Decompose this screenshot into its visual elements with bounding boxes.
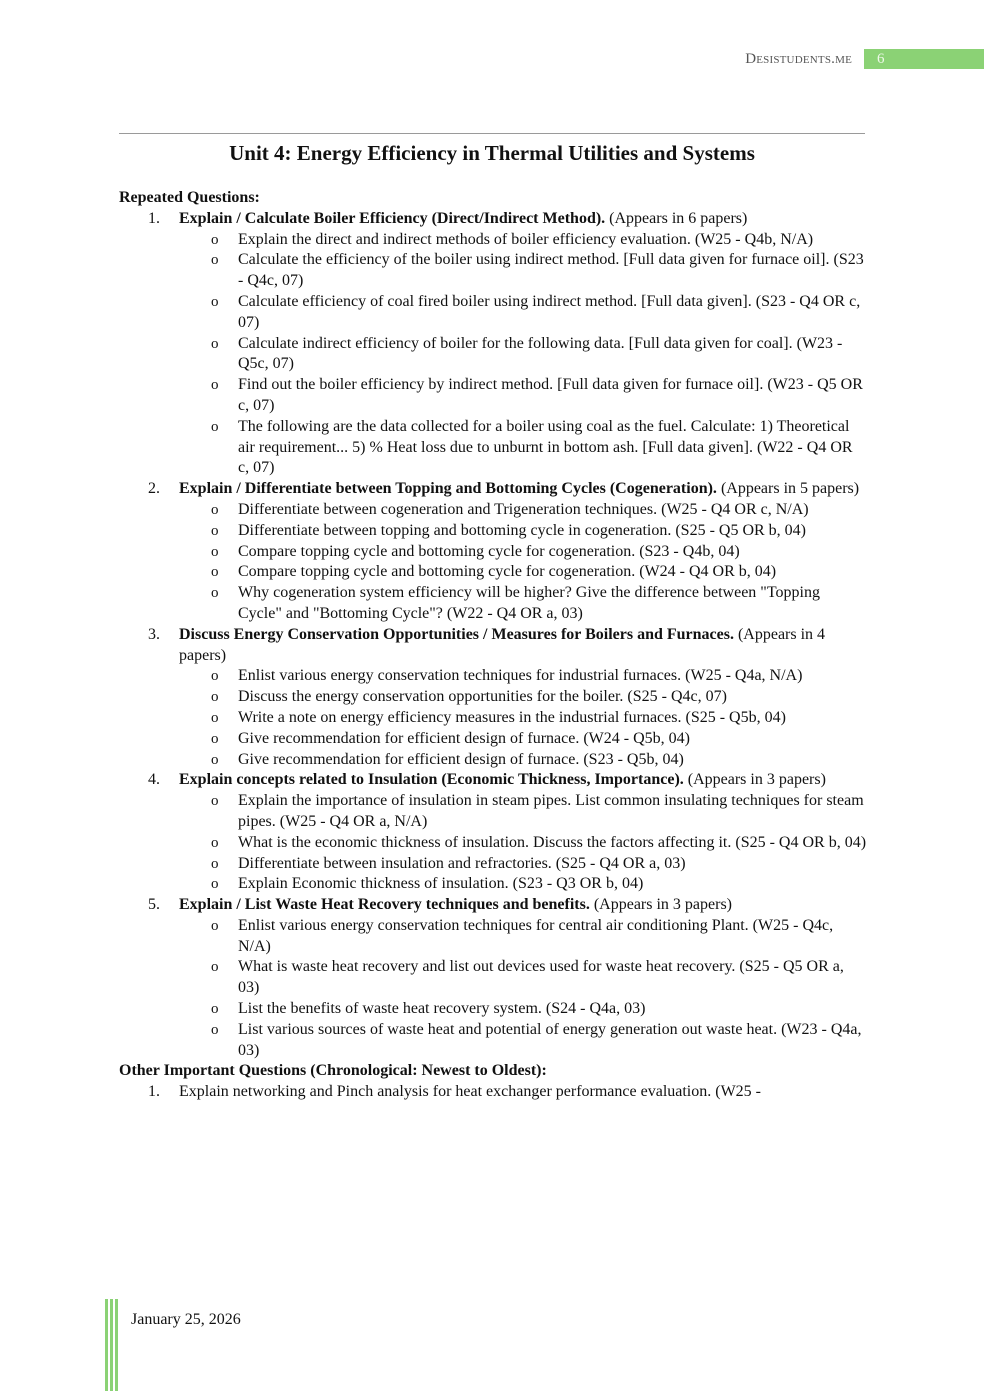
repeated-topic [119, 770, 867, 895]
topic-number: 4. [148, 771, 160, 789]
circle-bullet-icon: o [211, 1001, 219, 1018]
circle-bullet-icon: o [211, 564, 219, 581]
question-text: List various sources of waste heat and potential of energy generation out waste heat. (W23 - Q4a, 03) [238, 1020, 862, 1059]
other-question-item [119, 1082, 867, 1103]
question-item [179, 1020, 867, 1062]
topic-question-list [179, 230, 867, 480]
question-text: List the benefits of waste heat recovery system. (S24 - Q4a, 03) [238, 1000, 646, 1018]
question-text: Discuss the energy conservation opportunities for the boiler. (S25 - Q4c, 07) [238, 688, 727, 706]
circle-bullet-icon: o [211, 418, 219, 435]
footer-bar [110, 1299, 113, 1391]
question-item [179, 500, 867, 521]
circle-bullet-icon: o [211, 377, 219, 394]
circle-bullet-icon: o [211, 522, 219, 539]
circle-bullet-icon: o [211, 668, 219, 685]
question-text: Explain networking and Pinch analysis for heat exchanger performance evaluation. (W25 - [179, 1083, 762, 1101]
repeated-questions-list [119, 209, 867, 1062]
question-item [179, 750, 867, 771]
circle-bullet-icon: o [211, 876, 219, 893]
circle-bullet-icon: o [211, 543, 219, 560]
topic-question-list [179, 500, 867, 625]
question-item [179, 542, 867, 563]
circle-bullet-icon: o [211, 231, 219, 248]
header-site-name: Desistudents.me [745, 51, 852, 67]
circle-bullet-icon: o [211, 793, 219, 810]
footer-accent-bars [105, 1299, 119, 1391]
question-item [179, 708, 867, 729]
repeated-topic [119, 895, 867, 1061]
question-text: Write a note on energy efficiency measures in the industrial furnaces. (S25 - Q5b, 04) [238, 708, 786, 726]
question-text: What is the economic thickness of insulation. Discuss the factors affecting it. (S25 - Q4 OR b, 04) [238, 833, 867, 851]
question-item [179, 687, 867, 708]
circle-bullet-icon: o [211, 730, 219, 747]
question-item [179, 666, 867, 687]
topic-appears-count: (Appears in 4 papers) [179, 625, 826, 664]
other-questions-list [119, 1082, 867, 1103]
repeated-questions-heading: Repeated Questions: [119, 189, 260, 206]
question-item [179, 874, 867, 895]
question-item [179, 230, 867, 251]
topic-question-list [179, 666, 867, 770]
topic-appears-count: (Appears in 5 papers) [720, 480, 860, 498]
question-item [179, 583, 867, 625]
circle-bullet-icon: o [211, 959, 219, 976]
circle-bullet-icon: o [211, 834, 219, 851]
circle-bullet-icon: o [211, 917, 219, 934]
circle-bullet-icon: o [211, 335, 219, 352]
question-number: 1. [148, 1083, 160, 1101]
question-text: Calculate the efficiency of the boiler using indirect method. [Full data given for furnace oil]. (S23 - Q4c, 07) [238, 251, 864, 290]
document-body [119, 188, 867, 1103]
repeated-topic [119, 209, 867, 479]
circle-bullet-icon: o [211, 252, 219, 269]
header-page-number: 6 [864, 49, 984, 69]
topic-title: Explain concepts related to Insulation (Economic Thickness, Importance). [179, 771, 684, 789]
footer-bar [105, 1299, 108, 1391]
circle-bullet-icon: o [211, 751, 219, 768]
question-text: The following are the data collected for a boiler using coal as the fuel. Calculate: 1) Theoretical air requirement... 5) % Heat loss due to unburnt in bottom ash. [Full data given]. (W22 - Q4 OR c, 07) [238, 417, 853, 477]
page-title: Unit 4: Energy Efficiency in Thermal Utilities and Systems [229, 141, 755, 165]
topic-question-list [179, 791, 867, 895]
topic-title: Explain / Differentiate between Topping and Bottoming Cycles (Cogeneration). [179, 480, 717, 498]
question-item [179, 957, 867, 999]
topic-number: 1. [148, 209, 160, 227]
circle-bullet-icon: o [211, 501, 219, 518]
circle-bullet-icon: o [211, 689, 219, 706]
question-text: Enlist various energy conservation techniques for industrial furnaces. (W25 - Q4a, N/A) [238, 667, 803, 685]
question-text: Compare topping cycle and bottoming cycle for cogeneration. (W24 - Q4 OR b, 04) [238, 563, 777, 581]
question-text: Calculate efficiency of coal fired boiler using indirect method. [Full data given]. (S23 - Q4 OR c, 07) [238, 292, 861, 331]
question-text: Explain Economic thickness of insulation. (S23 - Q3 OR b, 04) [238, 875, 644, 893]
question-text: Differentiate between cogeneration and Trigeneration techniques. (W25 - Q4 OR c, N/A) [238, 500, 809, 518]
question-text: Give recommendation for efficient design of furnace. (W24 - Q5b, 04) [238, 729, 690, 747]
question-text: Explain the importance of insulation in steam pipes. List common insulating techniques for steam pipes. (W25 - Q4 OR a, N/A) [238, 792, 864, 830]
topic-question-list [179, 916, 867, 1062]
topic-title: Explain / List Waste Heat Recovery techniques and benefits. [179, 896, 590, 914]
question-item [179, 562, 867, 583]
question-text: Find out the boiler efficiency by indirect method. [Full data given for furnace oil]. (W23 - Q5 OR c, 07) [238, 376, 863, 414]
question-item [179, 916, 867, 958]
topic-title: Explain / Calculate Boiler Efficiency (Direct/Indirect Method). [179, 209, 606, 227]
question-item [179, 833, 867, 854]
question-item [179, 334, 867, 376]
footer-bar [115, 1299, 118, 1391]
question-text: Explain the direct and indirect methods of boiler efficiency evaluation. (W25 - Q4b, N/A) [238, 230, 814, 248]
question-item [179, 729, 867, 750]
circle-bullet-icon: o [211, 585, 219, 602]
question-text: What is waste heat recovery and list out devices used for waste heat recovery. (S25 - Q5 OR a, 03) [238, 958, 844, 997]
repeated-topic [119, 625, 867, 771]
question-item [179, 791, 867, 833]
question-text: Differentiate between topping and bottoming cycle in cogeneration. (S25 - Q5 OR b, 04) [238, 521, 806, 539]
question-text: Give recommendation for efficient design of furnace. (S23 - Q5b, 04) [238, 750, 684, 768]
question-text: Differentiate between insulation and refractories. (S25 - Q4 OR a, 03) [238, 854, 686, 872]
question-text: Enlist various energy conservation techniques for central air conditioning Plant. (W25 - Q4c, N/A) [238, 916, 834, 955]
topic-number: 5. [148, 896, 160, 914]
topic-appears-count: (Appears in 3 papers) [593, 896, 732, 914]
circle-bullet-icon: o [211, 1021, 219, 1038]
question-item [179, 854, 867, 875]
header-divider [119, 133, 865, 134]
topic-appears-count: (Appears in 6 papers) [609, 209, 748, 227]
question-text: Compare topping cycle and bottoming cycle for cogeneration. (S23 - Q4b, 04) [238, 542, 740, 560]
footer-date: January 25, 2026 [131, 1311, 241, 1328]
question-text: Why cogeneration system efficiency will be higher? Give the difference between "Topping Cycle" and "Bottoming Cycle"? (W22 - Q4 OR a, 03) [238, 584, 820, 622]
topic-number: 3. [148, 625, 160, 643]
question-item [179, 999, 867, 1020]
topic-number: 2. [148, 480, 160, 498]
other-questions-heading: Other Important Questions (Chronological: Newest to Oldest): [119, 1062, 547, 1080]
circle-bullet-icon: o [211, 855, 219, 872]
circle-bullet-icon: o [211, 709, 219, 726]
question-item [179, 250, 867, 292]
question-item [179, 375, 867, 417]
circle-bullet-icon: o [211, 293, 219, 310]
repeated-topic [119, 479, 867, 625]
question-item [179, 521, 867, 542]
question-text: Calculate indirect efficiency of boiler for the following data. [Full data given for coal]. (W23 - Q5c, 07) [238, 334, 843, 373]
question-item [179, 417, 867, 479]
topic-appears-count: (Appears in 3 papers) [687, 771, 826, 789]
topic-title: Discuss Energy Conservation Opportunities / Measures for Boilers and Furnaces. [179, 625, 734, 643]
question-item [179, 292, 867, 334]
